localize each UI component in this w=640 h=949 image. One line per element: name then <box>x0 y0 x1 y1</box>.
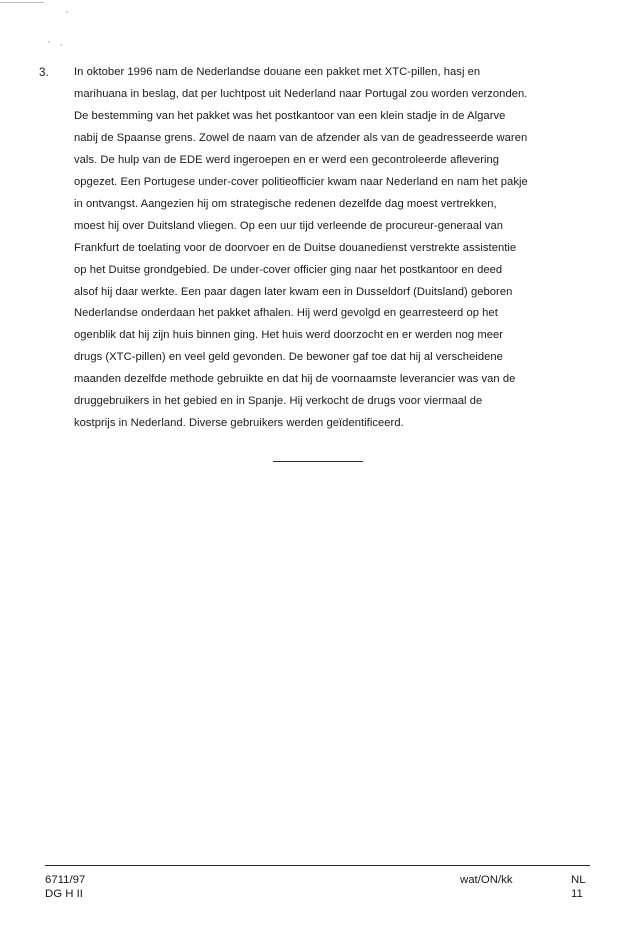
item-number: 3. <box>39 66 49 79</box>
section-separator <box>273 461 363 462</box>
paragraph-line: Nederlandse onderdaan het pakket afhalen. Hij werd gevolgd en gearresteerd op het <box>74 307 498 320</box>
paragraph-line: In oktober 1996 nam de Nederlandse douane een pakket met XTC-pillen, hasj en <box>74 66 481 78</box>
paragraph-line: moest hij over Duitsland vliegen. Op een uur tijd verleende de procureur-generaal van <box>74 219 503 232</box>
paragraph-line: op het Duitse grondgebied. De under-cover officier ging naar het postkantoor en deed <box>74 263 503 276</box>
paragraph-line: marihuana in beslag, dat per luchtpost uit Nederland naar Portugal zou worden verzonden. <box>74 87 528 100</box>
scan-speck <box>48 41 50 43</box>
paragraph-line: drugs (XTC-pillen) en veel geld gevonden. De bewoner gaf toe dat hij al verscheidene <box>74 351 503 364</box>
footer-department: DG H II <box>45 888 83 900</box>
footer-code: wat/ON/kk <box>460 874 513 886</box>
paragraph-line: maanden dezelfde methode gebruikte en dat hij de voornaamste leverancier was van de <box>74 373 516 386</box>
paragraph-line: opgezet. Een Portugese under-cover politieofficier kwam naar Nederland en nam het pakje <box>74 175 528 188</box>
footer-rule <box>45 865 590 866</box>
paragraph-line: De bestemming van het pakket was het postkantoor van een klein stadje in de Algarve <box>74 109 506 122</box>
paragraph-line: nabij de Spaanse grens. Zowel de naam van de afzender als van de geadresseerde waren <box>74 131 528 144</box>
footer-language: NL <box>571 874 586 886</box>
paragraph-line: Frankfurt de toelating voor de doorvoer en de Duitse douanedienst verstrekte assistentie <box>74 241 517 254</box>
paragraph-line: vals. De hulp van de EDE werd ingeroepen en er werd een gecontroleerde aflevering <box>74 153 500 166</box>
paragraph-line: druggebruikers in het gebied en in Spanje. Hij verkocht de drugs voor viermaal de <box>74 395 483 408</box>
body-paragraph <box>74 62 594 435</box>
scan-speck <box>60 44 62 46</box>
paragraph-line: kostprijs in Nederland. Diverse gebruikers werden geïdentificeerd. <box>74 417 404 430</box>
paragraph-line: in ontvangst. Aangezien hij om strategische redenen dezelfde dag moest vertrekken, <box>74 197 497 210</box>
paragraph-line: alsof hij daar werkte. Een paar dagen later kwam een in Dusseldorf (Duitsland) geboren <box>74 285 513 298</box>
scan-speck <box>66 11 68 13</box>
paragraph-line: ogenblik dat hij zijn huis binnen ging. Het huis werd doorzocht en er werden nog meer <box>74 329 504 342</box>
footer-page-number: 11 <box>571 888 583 900</box>
footer-reference: 6711/97 <box>45 874 86 886</box>
scan-edge-mark <box>0 2 44 3</box>
